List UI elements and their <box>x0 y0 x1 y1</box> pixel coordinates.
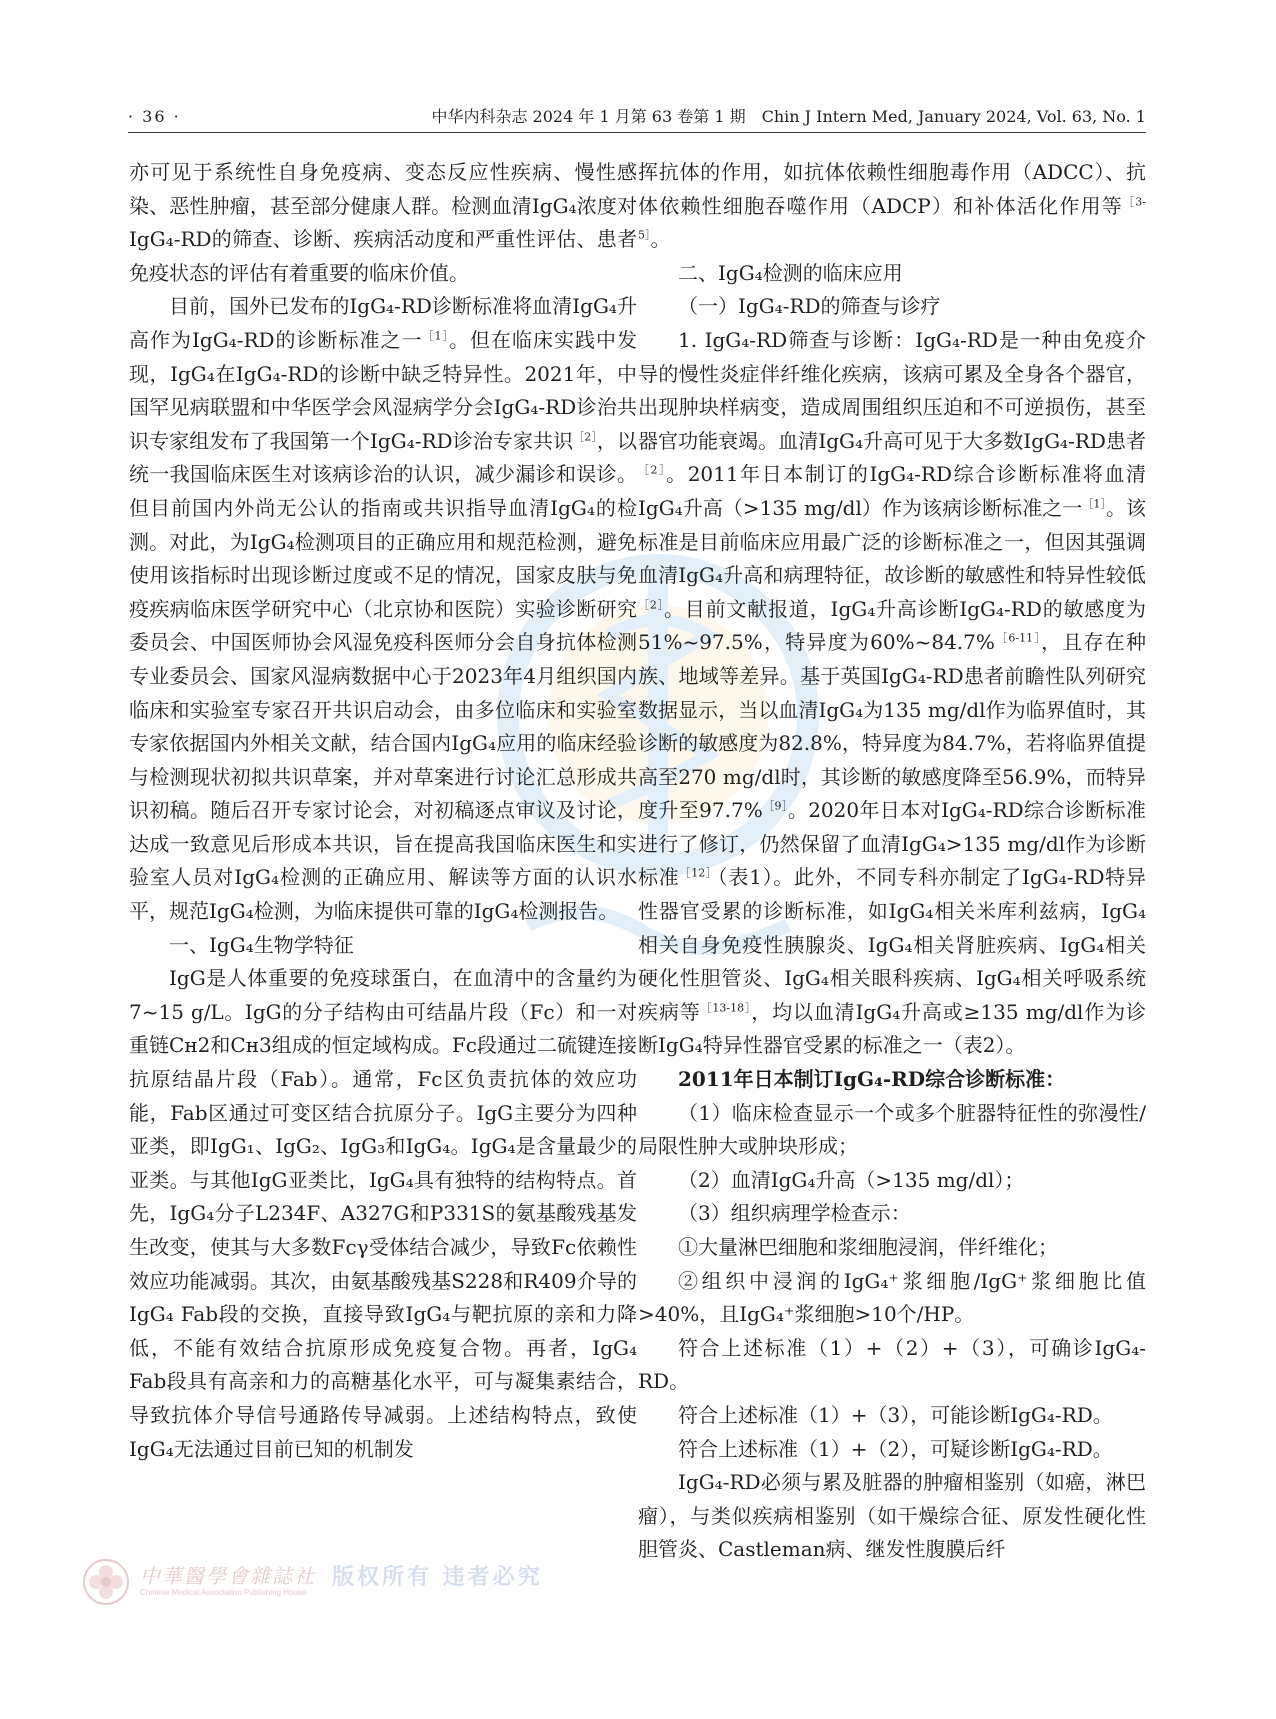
citation: ［1］ <box>422 329 450 343</box>
section-heading: 二、IgG₄检测的临床应用 <box>678 260 903 285</box>
left-column <box>129 156 637 1466</box>
criterion: ①大量淋巴细胞和浆细胞浸润，伴纤维化； <box>678 1235 1058 1259</box>
citation: ［9］ <box>762 799 788 813</box>
citation: ［13-18］ <box>700 1001 752 1015</box>
citation: ［1］ <box>1082 497 1106 511</box>
journal-citation: 中华内科杂志 2024 年 1 月第 63 卷第 1 期 Chin J Intern Med, January 2024, Vol. 63, No. 1 <box>431 107 1146 126</box>
citation: ［2］ <box>573 430 597 444</box>
criteria-result: 符合上述标准（1）+（2），可疑诊断IgG₄-RD。 <box>678 1436 1113 1461</box>
paragraph: IgG是人体重要的免疫球蛋白，在血清中的含量约为7~15 g/L。IgG的分子结构由可结晶片段（Fc）和一对重链Cʜ2和Cʜ3组成的恒定域构成。Fc段通过二硫键连接抗原结晶片段（Fab）。通常，Fc区负责抗体的效应功能，Fab区通过可变区结合抗原分子。IgG主要分为四种亚类，即IgG₁、IgG₂、IgG₃和IgG₄。IgG₄是含量最少的亚类。与其他IgG亚类比，IgG₄具有独特的结构特点。首先，IgG₄分子L234F、A327G和P331S的氨基酸残基发生改变，使其与大多数Fcγ受体结合减少，导致Fc依赖性效应功能减弱。其次，由氨基酸残基S228和R409介导的IgG₄ Fab段的交换，直接导致IgG₄与靶抗原的亲和力降低，不能有效结合抗原形成免疫复合物。再者，IgG₄ Fab段具有高亲和力的高糖基化水平，可与凝集素结合，导致抗体介导信号通路传导减弱。上述结构特点，致使IgG₄无法通过目前已知的机制发 <box>129 966 637 1461</box>
citation: ［6-11］ <box>994 631 1042 645</box>
running-header <box>128 104 1146 133</box>
publisher-name-en: Chinese Medical Association Publishing House <box>140 1588 307 1597</box>
paragraph: 目前，国外已发布的IgG₄-RD诊断标准将血清IgG₄升高作为IgG₄-RD的诊断标准之一$^{[1]}$。但在临床实践中发现，IgG₄在IgG₄-RD的诊断中缺乏特异性。2021年，中国罕见病联盟和中华医学会风湿病学分会IgG₄-RD诊治共识专家组发布了我国第一个IgG₄-RD诊治专家共识$^{[2]}$，以统一我国临床医生对该病诊治的认识，减少漏诊和误诊。但目前国内外尚无公认的指南或共识指导血清IgG₄的检测。对此，为IgG₄检测项目的正确应用和规范检测，避免使用该指标时出现诊断过度或不足的情况，国家皮肤与免疫疾病临床医学研究中心（北京协和医院）实验诊断研究委员会、中国医师协会风湿免疫科医师分会自身抗体检测专业委员会、国家风湿病数据中心于2023年4月组织国内临床和实验室专家召开共识启动会，由多位临床和实验室专家依据国内外相关文献，结合国内IgG₄应用的临床经验与检测现状初拟共识草案，并对草案进行讨论汇总形成共识初稿。随后召开专家讨论会，对初稿逐点审议及讨论，达成一致意见后形成本共识，旨在提高我国临床医生和实验室人员对IgG₄检测的正确应用、解读等方面的认识水平，规范IgG₄检测，为临床提供可靠的IgG₄检测报告。 <box>129 294 638 924</box>
criteria-result: 符合上述标准（1）+（3），可能诊断IgG₄-RD。 <box>678 1402 1113 1427</box>
copyright-slogan: 版权所有 违者必究 <box>332 1565 543 1590</box>
citation: ［2］ <box>638 463 667 477</box>
publisher-name: 中華醫學會雜誌社 <box>140 1564 316 1588</box>
paragraph: IgG₄-RD必须与累及脏器的肿瘤相鉴别（如癌，淋巴瘤），与类似疾病相鉴别（如干燥综合征、原发性硬化性胆管炎、Castleman病、继发性腹膜后纤 <box>638 1470 1146 1562</box>
paragraph: 1. IgG₄-RD筛查与诊断：IgG₄-RD是一种由免疫介导的慢性炎症伴纤维化疾病，该病可累及全身各个器官，出现肿块样病变，造成周围组织压迫和不可逆损伤，甚至器官功能衰竭。血清IgG₄升高可见于大多数IgG₄-RD患者$^{[2]}$。2011年日本制订的IgG₄-RD综合诊断标准将血清IgG₄升高（>135 mg/dl）作为该病诊断标准之一$^{[1]}$。该标准是目前临床应用最广泛的诊断标准之一，但因其强调血清IgG₄升高和病理特征，故诊断的敏感性和特异性较低$^{[2]}$。目前文献报道，IgG₄升高诊断IgG₄-RD的敏感度为51%~97.5%，特异度为60%~84.7%$^{[6-11]}$，且存在种族、地域等差异。基于英国IgG₄-RD患者前瞻性队列研究数据显示，当以血清IgG₄为135 mg/dl作为临界值时，其诊断的敏感度为82.8%，特异度为84.7%，若将临界值提高至270 mg/dl时，其诊断的敏感度降至56.9%，而特异度升至97.7%$^{[9]}$。2020年日本对IgG₄-RD综合诊断标准进行了修订，仍然保留了血清IgG₄>135 mg/dl作为诊断标准$^{[12]}$（表1）。此外，不同专科亦制定了IgG₄-RD特异性器官受累的诊断标准，如IgG₄相关米库利兹病，IgG₄相关自身免疫性胰腺炎、IgG₄相关肾脏疾病、IgG₄相关硬化性胆管炎、IgG₄相关眼科疾病、IgG₄相关呼吸系统疾病等$^{[13-18]}$，均以血清IgG₄升高或≥135 mg/dl作为诊断IgG₄特异性器官受累的标准之一（表2）。 <box>638 327 1147 1058</box>
publisher-watermark <box>82 1556 582 1616</box>
criteria-title: 2011年日本制订IgG₄-RD综合诊断标准： <box>678 1067 1066 1092</box>
paragraph: 挥抗体的作用，如抗体依赖性细胞毒作用（ADCC）、抗体依赖性细胞吞噬作用（ADCP）和补体活化作用等$^{[3-5]}$。 <box>638 160 1146 252</box>
flower-logo-icon <box>82 1558 130 1606</box>
criterion: （3）组织病理学检查示： <box>678 1201 911 1226</box>
citation: ［2］ <box>638 598 664 612</box>
page-number: · 36 · <box>128 107 181 126</box>
right-column <box>638 156 1146 1567</box>
section-heading: 一、IgG₄生物学特征 <box>169 932 354 957</box>
criterion: （2）血清IgG₄升高（>135 mg/dl）； <box>678 1167 1025 1192</box>
criteria-result: 符合上述标准（1）+（2）+（3），可确诊IgG₄-RD。 <box>638 1335 1146 1394</box>
subsection-heading: （一）IgG₄-RD的筛查与诊疗 <box>678 294 941 319</box>
citation: ［12］ <box>679 866 718 880</box>
paragraph: 亦可见于系统性自身免疫病、变态反应性疾病、慢性感染、恶性肿瘤，甚至部分健康人群。检测血清IgG₄浓度对IgG₄-RD的筛查、诊断、疾病活动度和严重性评估、患者免疫状态的评估有着重要的临床价值。 <box>129 160 637 285</box>
citation: ［3-5］ <box>638 194 1146 242</box>
criterion: ②组织中浸润的IgG₄⁺浆细胞/IgG⁺浆细胞比值>40%，且IgG₄⁺浆细胞>10个/HP。 <box>638 1268 1146 1327</box>
criterion: （1）临床检查显示一个或多个脏器特征性的弥漫性/局限性肿大或肿块形成； <box>638 1100 1146 1159</box>
